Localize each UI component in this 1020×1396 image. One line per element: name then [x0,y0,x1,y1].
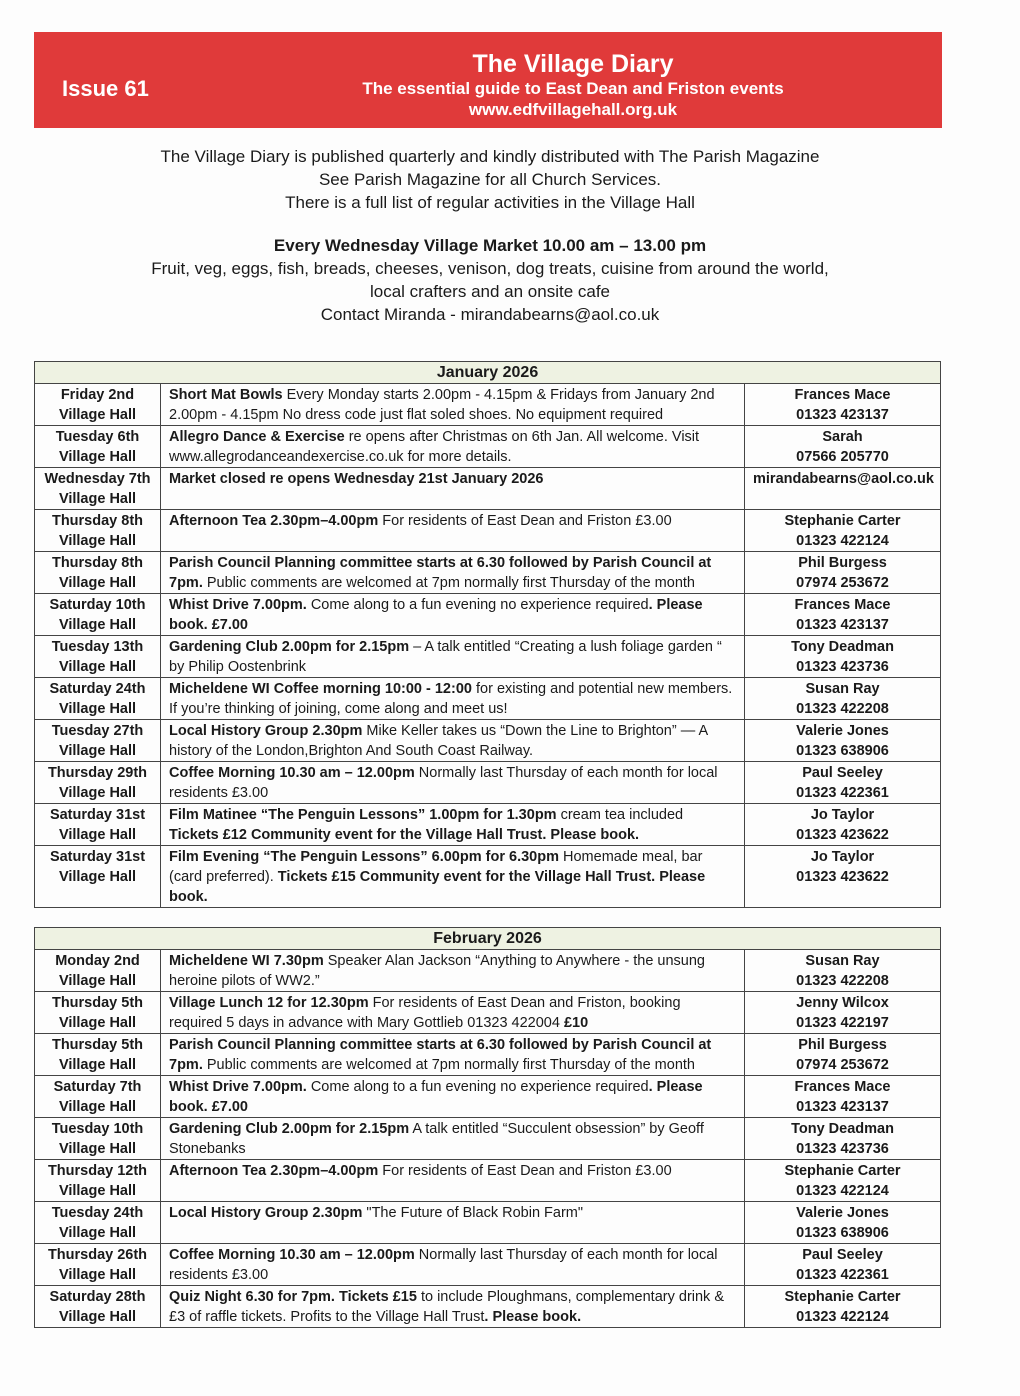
event-description [161,510,745,552]
event-day: Thursday 29th [47,765,148,781]
event-row [35,1286,941,1328]
event-lead: Local History Group 2.30pm [169,723,363,739]
event-contact [745,992,941,1034]
event-description [161,678,745,720]
event-detail: – A talk entitled “Creating a lush foliage garden “ by Philip Oostenbrink [169,639,722,675]
event-day: Friday 2nd [60,387,135,403]
event-row [35,1118,941,1160]
event-date [35,552,161,594]
event-contact [745,384,941,426]
event-detail: Come along to a fun evening no experience required [306,597,649,613]
event-contact [745,678,941,720]
contact-name: mirandabearns@aol.co.uk [753,471,934,487]
contact-phone: 01323 638906 [796,743,889,759]
event-lead: Gardening Club 2.00pm for 2.15pm [169,1121,410,1137]
event-detail: to include Ploughmans, complementary drink & £3 of raffle tickets. Profits to the Village Hall Trust [169,1289,725,1325]
event-day: Tuesday 6th [55,429,140,445]
event-date [35,846,161,908]
event-day: Tuesday 24th [51,1205,144,1221]
event-venue: Village Hall [58,1141,137,1157]
event-lead: Parish Council Planning committee starts at 6.30 followed by Parish Council at 7pm. [169,1037,712,1073]
event-description [161,846,745,908]
contact-name: Paul Seeley [802,1247,883,1263]
month-title: February 2026 [35,928,941,950]
event-contact [745,552,941,594]
contact-phone: 01323 422361 [796,785,889,801]
event-date [35,762,161,804]
contact-name: Frances Mace [794,597,891,613]
event-venue: Village Hall [58,973,137,989]
event-detail: For residents of East Dean and Friston, booking required 5 days in advance with Mary Gottlieb 01323 422004 [169,995,681,1031]
event-lead: Local History Group 2.30pm [169,1205,363,1221]
event-lead: Short Mat Bowls [169,387,283,403]
market-contact: Contact Miranda - mirandabearns@aol.co.uk [320,305,660,324]
event-row [35,950,941,992]
contact-phone: 01323 422124 [796,533,889,549]
event-row [35,1244,941,1286]
event-lead: Quiz Night 6.30 for 7pm. Tickets £15 [169,1289,417,1305]
event-lead: Micheldene WI Coffee morning 10:00 - 12:00 [169,681,472,697]
contact-name: Paul Seeley [802,765,883,781]
event-description [161,1202,745,1244]
event-venue: Village Hall [58,1267,137,1283]
contact-phone: 01323 423622 [796,827,889,843]
contact-phone: 01323 423137 [796,407,889,423]
event-date [35,510,161,552]
event-row [35,804,941,846]
event-row [35,468,941,510]
contact-name: Tony Deadman [791,1121,894,1137]
event-contact [745,1202,941,1244]
intro-text [40,145,940,326]
event-date [35,1244,161,1286]
market-line: local crafters and an onsite cafe [369,282,611,301]
contact-phone: 01323 638906 [796,1225,889,1241]
website-link[interactable]: www.edfvillagehall.org.uk [468,100,678,119]
event-detail: A talk entitled “Succulent obsession” by Geoff Stonebanks [169,1121,704,1157]
event-venue: Village Hall [58,743,137,759]
event-venue: Village Hall [58,1057,137,1073]
event-description [161,950,745,992]
event-detail: For residents of East Dean and Friston £3.00 [378,1163,672,1179]
event-detail: cream tea included [556,807,684,823]
event-venue: Village Hall [58,1225,137,1241]
contact-name: Frances Mace [794,387,891,403]
contact-phone: 07566 205770 [796,449,889,465]
event-contact [745,594,941,636]
event-contact [745,846,941,908]
event-lead: Parish Council Planning committee starts at 6.30 followed by Parish Council at 7pm. [169,555,712,591]
contact-name: Phil Burgess [798,555,887,571]
intro-line: The Village Diary is published quarterly and kindly distributed with The Parish Magazine [160,147,820,166]
event-contact [745,1118,941,1160]
event-day: Tuesday 10th [51,1121,144,1137]
event-contact [745,510,941,552]
event-row [35,594,941,636]
contact-name: Stephanie Carter [784,513,901,529]
event-contact [745,720,941,762]
event-detail: Public comments are welcomed at 7pm normally first Thursday of the month [202,1057,695,1073]
contact-phone: 07974 253672 [796,1057,889,1073]
market-line: Fruit, veg, eggs, fish, breads, cheeses, venison, dog treats, cuisine from around the world, [151,259,829,278]
event-day: Saturday 24th [49,681,146,697]
event-description [161,1118,745,1160]
event-lead: Whist Drive 7.00pm. [169,597,307,613]
event-description [161,1160,745,1202]
event-day: Saturday 31st [49,807,146,823]
contact-phone: 01323 422208 [796,973,889,989]
event-description [161,804,745,846]
contact-phone: 01323 423137 [796,617,889,633]
event-venue: Village Hall [58,659,137,675]
event-row [35,846,941,908]
event-lead: Film Matinee “The Penguin Lessons” 1.00pm for 1.30pm [169,807,557,823]
contact-phone: 07974 253672 [796,575,889,591]
event-row [35,510,941,552]
event-row [35,384,941,426]
event-day: Thursday 5th [51,995,144,1011]
event-lead: Afternoon Tea 2.30pm–4.00pm [169,1163,379,1179]
event-description [161,426,745,468]
event-note: . Please book. £7.00 [169,1079,703,1115]
month-title: January 2026 [35,362,941,384]
event-description [161,594,745,636]
event-detail: "The Future of Black Robin Farm" [362,1205,584,1221]
event-lead: Whist Drive 7.00pm. [169,1079,307,1095]
event-detail: Normally last Thursday of each month for local residents £3.00 [169,1247,718,1283]
event-contact [745,426,941,468]
event-contact [745,1160,941,1202]
page-subtitle: The essential guide to East Dean and Friston events [362,79,784,98]
event-row [35,1202,941,1244]
event-detail: Come along to a fun evening no experience required [306,1079,649,1095]
event-row [35,1034,941,1076]
event-lead: Allegro Dance & Exercise [169,429,345,445]
event-contact [745,1076,941,1118]
event-detail: For residents of East Dean and Friston £3.00 [378,513,672,529]
header-banner [34,32,942,128]
event-day: Thursday 26th [47,1247,148,1263]
event-lead: Market closed re opens Wednesday 21st January 2026 [169,471,544,487]
event-venue: Village Hall [58,785,137,801]
issue-number: Issue 61 [62,76,149,101]
february-table [34,927,941,1328]
event-day: Wednesday 7th [44,471,151,487]
event-row [35,1160,941,1202]
january-table [34,361,941,908]
event-note: Tickets £12 Community event for the Village Hall Trust. Please book. [169,827,640,843]
event-lead: Gardening Club 2.00pm for 2.15pm [169,639,410,655]
contact-phone: 01323 423622 [796,869,889,885]
event-row [35,678,941,720]
event-venue: Village Hall [58,1183,137,1199]
event-lead: Coffee Morning 10.30 am – 12.00pm [169,765,415,781]
contact-name: Susan Ray [805,953,880,969]
event-detail: Speaker Alan Jackson “Anything to Anywhere - the unsung heroine pilots of WW2.” [169,953,705,989]
event-date [35,468,161,510]
event-day: Tuesday 27th [51,723,144,739]
event-description [161,1286,745,1328]
contact-name: Jenny Wilcox [796,995,889,1011]
event-description [161,636,745,678]
event-detail: Every Monday starts 2.00pm - 4.15pm & Fridays from January 2nd 2.00pm - 4.15pm No dress code just flat soled shoes. No equipment required [169,387,715,423]
event-description [161,1244,745,1286]
contact-name: Valerie Jones [796,723,889,739]
event-lead: Afternoon Tea 2.30pm–4.00pm [169,513,379,529]
banner-center [234,50,912,120]
event-contact [745,1244,941,1286]
contact-name: Stephanie Carter [784,1163,901,1179]
event-description [161,992,745,1034]
event-detail: Normally last Thursday of each month for local residents £3.00 [169,765,718,801]
event-note: £10 [563,1015,589,1031]
event-note: Tickets £15 Community event for the Village Hall Trust. Please book. [169,869,706,905]
event-lead: Film Evening “The Penguin Lessons” 6.00pm for 6.30pm [169,849,559,865]
contact-name: Valerie Jones [796,1205,889,1221]
event-contact [745,804,941,846]
event-venue: Village Hall [58,575,137,591]
event-date [35,384,161,426]
event-day: Saturday 28th [49,1289,146,1305]
event-contact [745,468,941,510]
event-date [35,594,161,636]
event-detail: for existing and potential new members. If you’re thinking of joining, come along and meet us! [169,681,733,717]
event-lead: Micheldene WI 7.30pm [169,953,324,969]
contact-phone: 01323 423736 [796,659,889,675]
event-row [35,762,941,804]
event-lead: Coffee Morning 10.30 am – 12.00pm [169,1247,415,1263]
event-row [35,720,941,762]
event-day: Saturday 31st [49,849,146,865]
contact-phone: 01323 422124 [796,1183,889,1199]
event-day: Thursday 8th [51,555,144,571]
event-row [35,992,941,1034]
event-venue: Village Hall [58,491,137,507]
contact-name: Jo Taylor [810,849,875,865]
contact-phone: 01323 423736 [796,1141,889,1157]
event-contact [745,1034,941,1076]
market-title: Every Wednesday Village Market 10.00 am – 13.00 pm [273,236,707,255]
event-day: Thursday 5th [51,1037,144,1053]
event-date [35,678,161,720]
event-contact [745,762,941,804]
event-lead: Village Lunch 12 for 12.30pm [169,995,369,1011]
event-date [35,950,161,992]
event-date [35,804,161,846]
contact-name: Susan Ray [805,681,880,697]
event-day: Saturday 7th [53,1079,142,1095]
event-description [161,384,745,426]
event-description [161,1034,745,1076]
event-detail: re opens after Christmas on 6th Jan. All welcome. Visit www.allegrodanceandexercise.co.uk for more details. [169,429,700,465]
contact-phone: 01323 422124 [796,1309,889,1325]
event-row [35,1076,941,1118]
event-detail: Mike Keller takes us “Down the Line to Brighton” — A history of the London,Brighton And South Coast Railway. [169,723,708,759]
event-row [35,426,941,468]
event-date [35,1118,161,1160]
event-detail: Homemade meal, bar (card preferred). [169,849,703,885]
contact-phone: 01323 423137 [796,1099,889,1115]
event-day: Thursday 8th [51,513,144,529]
event-note: . Please book. [484,1309,582,1325]
event-description [161,720,745,762]
event-description [161,552,745,594]
intro-line: See Parish Magazine for all Church Services. [318,170,662,189]
event-note: . Please book. £7.00 [169,597,703,633]
event-venue: Village Hall [58,533,137,549]
contact-name: Phil Burgess [798,1037,887,1053]
contact-name: Frances Mace [794,1079,891,1095]
page-title: The Village Diary [472,50,674,78]
event-row [35,636,941,678]
event-description [161,1076,745,1118]
event-venue: Village Hall [58,1015,137,1031]
event-venue: Village Hall [58,869,137,885]
event-date [35,720,161,762]
event-venue: Village Hall [58,407,137,423]
event-contact [745,950,941,992]
event-venue: Village Hall [58,617,137,633]
event-row [35,552,941,594]
contact-phone: 01323 422361 [796,1267,889,1283]
event-date [35,992,161,1034]
event-detail: Public comments are welcomed at 7pm normally first Thursday of the month [202,575,695,591]
event-description [161,762,745,804]
event-date [35,426,161,468]
event-contact [745,1286,941,1328]
event-day: Saturday 10th [49,597,146,613]
event-day: Monday 2nd [55,953,140,969]
event-venue: Village Hall [58,701,137,717]
intro-line: There is a full list of regular activities in the Village Hall [285,193,695,212]
event-date [35,1202,161,1244]
contact-phone: 01323 422197 [796,1015,889,1031]
event-date [35,1076,161,1118]
event-date [35,1160,161,1202]
event-day: Thursday 12th [47,1163,148,1179]
event-description [161,468,745,510]
event-venue: Village Hall [58,449,137,465]
contact-name: Sarah [822,429,863,445]
contact-name: Stephanie Carter [784,1289,901,1305]
contact-name: Jo Taylor [810,807,875,823]
event-date [35,1034,161,1076]
event-venue: Village Hall [58,1309,137,1325]
contact-phone: 01323 422208 [796,701,889,717]
event-date [35,636,161,678]
contact-name: Tony Deadman [791,639,894,655]
event-date [35,1286,161,1328]
event-venue: Village Hall [58,1099,137,1115]
event-venue: Village Hall [58,827,137,843]
event-contact [745,636,941,678]
event-day: Tuesday 13th [51,639,144,655]
